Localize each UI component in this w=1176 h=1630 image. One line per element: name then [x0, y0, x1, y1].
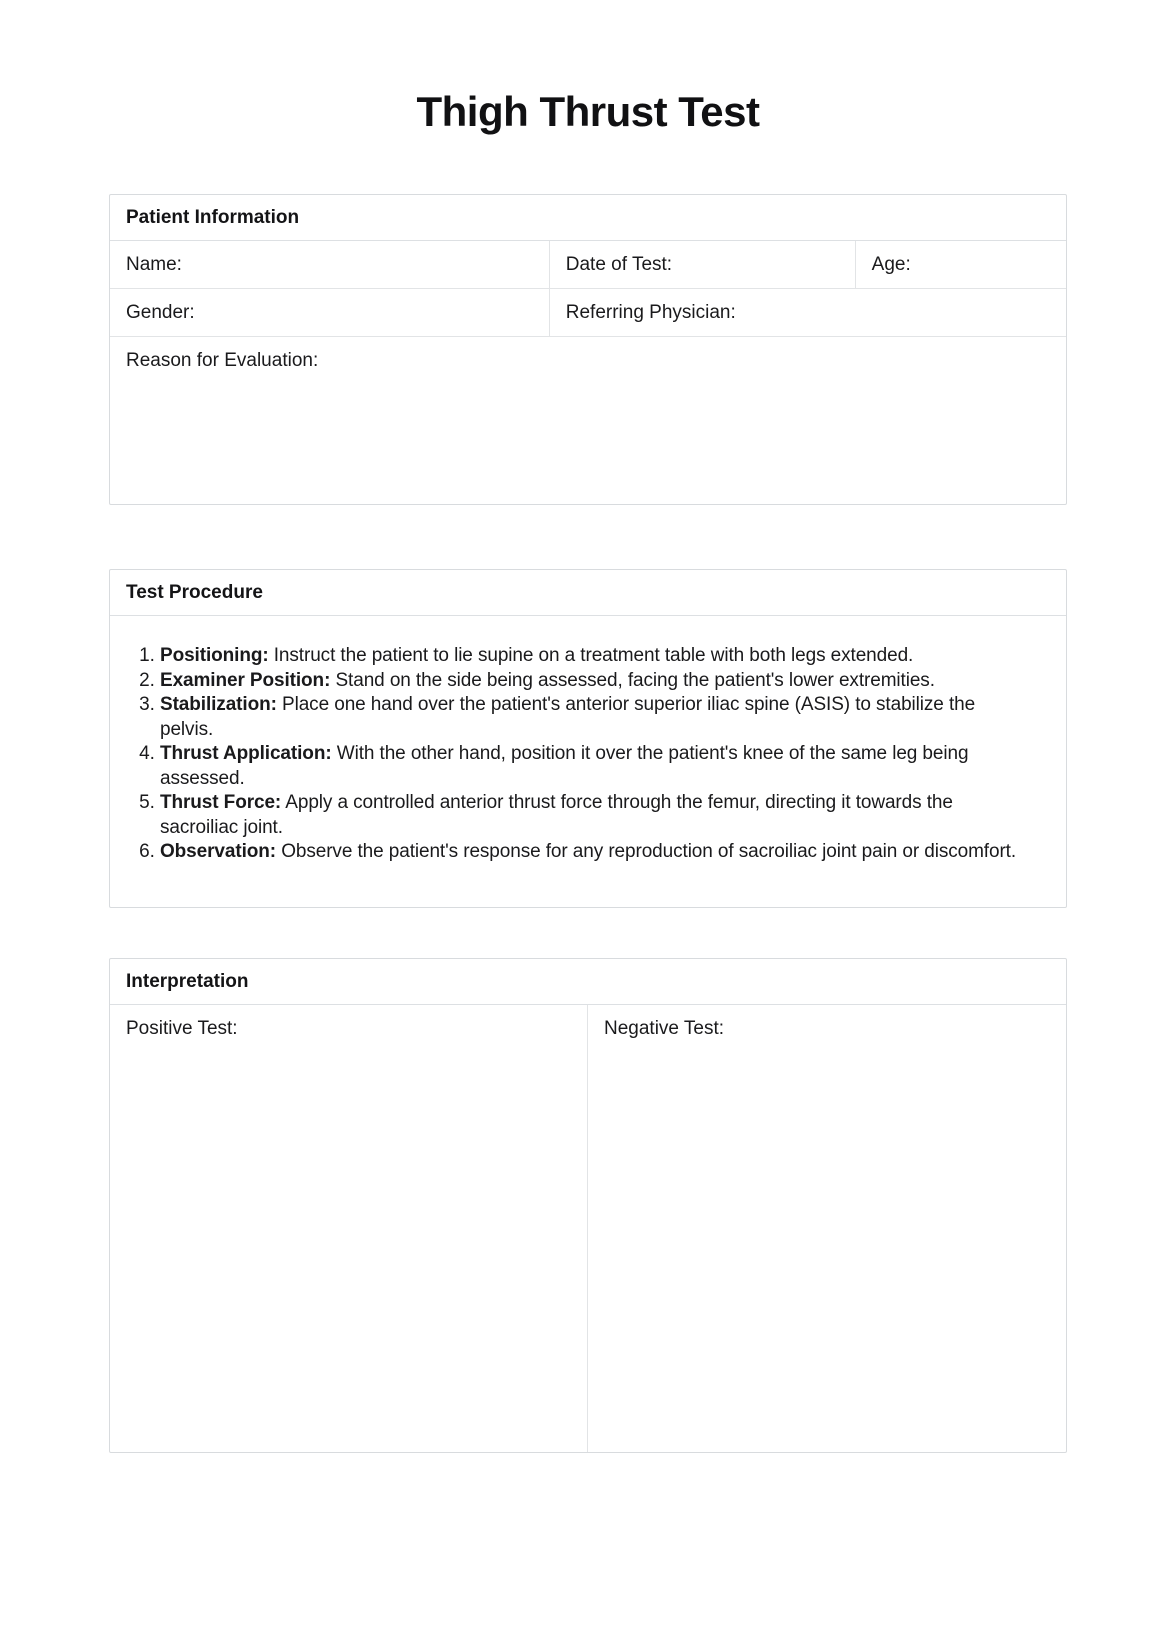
page-title: Thigh Thrust Test	[416, 88, 760, 135]
referring-physician-label: Referring Physician:	[565, 302, 736, 324]
interpretation-body	[110, 1005, 1066, 1452]
name-field[interactable]	[110, 241, 550, 289]
name-label: Name:	[126, 254, 182, 276]
interpretation-header: Interpretation	[110, 959, 1066, 1005]
test-procedure-header: Test Procedure	[110, 570, 1066, 616]
patient-information-header: Patient Information	[110, 195, 1066, 241]
positive-test-label: Positive Test:	[126, 1017, 238, 1039]
step-text: Observe the patient's response for any reproduction of sacroiliac joint pain or discomfort.	[281, 841, 1017, 863]
step-text: Place one hand over the patient's anterior superior iliac spine (ASIS) to stabilize the pelvis.	[160, 694, 976, 740]
date-of-test-label: Date of Test:	[565, 254, 673, 276]
test-procedure-section	[109, 569, 1067, 908]
procedure-step	[160, 742, 1026, 791]
age-field[interactable]	[856, 241, 1066, 289]
step-label: Observation:	[160, 841, 276, 863]
date-of-test-field[interactable]	[550, 241, 856, 289]
gender-label: Gender:	[126, 302, 195, 324]
reason-for-evaluation-label: Reason for Evaluation:	[126, 350, 319, 372]
procedure-step	[160, 693, 1026, 742]
patient-row-1	[110, 241, 1066, 289]
document-body	[109, 194, 1067, 1453]
step-label: Examiner Position:	[160, 669, 331, 691]
procedure-steps-list	[126, 644, 1050, 865]
negative-test-field[interactable]	[588, 1005, 1066, 1452]
referring-physician-field[interactable]	[550, 289, 1066, 337]
test-procedure-body	[110, 616, 1066, 907]
step-label: Thrust Force:	[160, 792, 282, 814]
age-label: Age:	[871, 254, 911, 276]
step-label: Stabilization:	[160, 694, 277, 716]
step-text: With the other hand, position it over the patient's knee of the same leg being assessed.	[160, 743, 969, 789]
step-label: Positioning:	[160, 645, 269, 667]
step-label: Thrust Application:	[160, 743, 332, 765]
patient-information-section	[109, 194, 1067, 505]
reason-for-evaluation-field[interactable]	[110, 337, 1066, 504]
interpretation-section	[109, 958, 1067, 1453]
patient-row-3	[110, 337, 1066, 504]
positive-test-field[interactable]	[110, 1005, 588, 1452]
gender-field[interactable]	[110, 289, 550, 337]
procedure-step	[160, 791, 1026, 840]
procedure-step	[160, 840, 1026, 865]
step-text: Stand on the side being assessed, facing the patient's lower extremities.	[335, 669, 935, 691]
patient-row-2	[110, 289, 1066, 337]
step-text: Instruct the patient to lie supine on a treatment table with both legs extended.	[273, 645, 914, 667]
procedure-step	[160, 669, 1026, 694]
step-text: Apply a controlled anterior thrust force through the femur, directing it towards the sacroiliac joint.	[160, 792, 953, 838]
procedure-step	[160, 644, 1026, 669]
negative-test-label: Negative Test:	[604, 1017, 725, 1039]
